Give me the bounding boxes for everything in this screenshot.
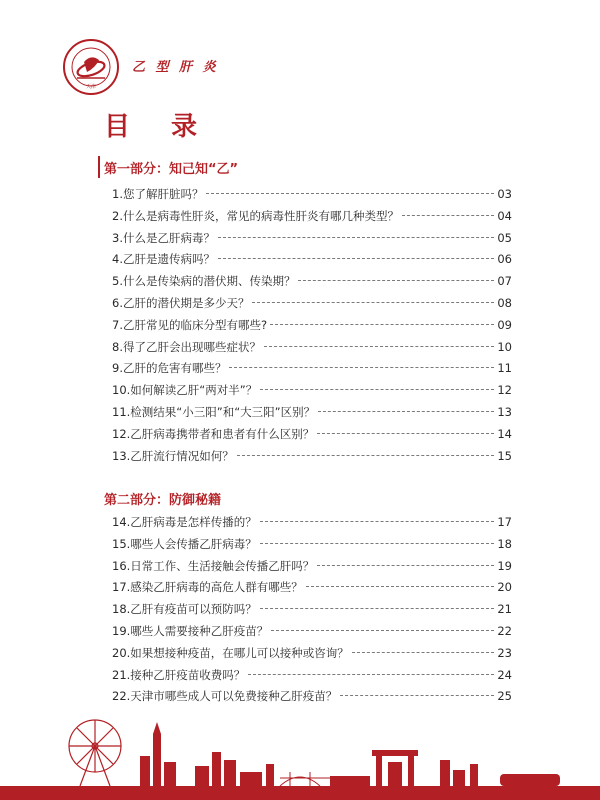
section-heading-2: 第二部分：防御秘籍 [104,493,222,508]
toc-leader-dots [218,237,494,238]
toc-entry-page: 06 [497,252,512,267]
toc-entry-label: 18.乙肝有疫苗可以预防吗？ [112,602,257,617]
toc-leader-dots [264,346,494,347]
toc-entry [112,556,512,578]
toc-list-part-2 [112,512,512,708]
toc-entry-label: 10.如何解读乙肝“两对半”？ [112,383,258,398]
toc-leader-dots [270,324,494,325]
toc-entry-label: 12.乙肝病毒携带者和患者有什么区别？ [112,426,315,441]
toc-leader-dots [318,411,494,412]
section-heading-1: 第一部分：知己知“乙” [104,162,239,177]
toc-entry [112,512,512,534]
toc-entry-label: 15.哪些人会传播乙肝病毒？ [112,536,257,551]
toc-leader-dots [260,543,495,544]
toc-leader-dots [352,652,495,653]
toc-entry [112,402,512,424]
toc-entry-page: 12 [497,383,512,398]
toc-leader-dots [260,389,494,390]
toc-leader-dots [271,630,494,631]
toc-entry [112,315,512,337]
toc-entry [112,665,512,687]
toc-entry-label: 8.得了乙肝会出现哪些症状？ [112,339,261,354]
cdc-logo-icon [62,38,120,96]
toc-entry-page: 03 [497,187,512,201]
toc-entry [112,249,512,271]
toc-leader-dots [306,586,495,587]
toc-leader-dots [317,565,494,566]
toc-leader-dots [260,608,495,609]
toc-entry-page: 10 [497,339,512,354]
toc-leader-dots [237,455,495,456]
toc-entry [112,599,512,621]
toc-entry [112,577,512,599]
toc-leader-dots [218,258,494,259]
toc-leader-dots [340,695,494,696]
toc-entry-page: 13 [497,404,512,419]
toc-entry-page: 17 [497,515,512,529]
toc-entry-label: 5.什么是传染病的潜伏期、传染期？ [112,274,296,289]
toc-leader-dots [260,521,495,522]
toc-entry-page: 04 [497,208,512,223]
toc-entry-page: 11 [497,361,512,376]
toc-entry-page: 14 [497,426,512,441]
toc-entry [112,228,512,250]
toc-entry-page: 18 [497,536,512,551]
toc-entry-label: 22.天津市哪些成人可以免费接种乙肝疫苗？ [112,689,338,704]
toc-entry-label: 20.如果想接种疫苗，在哪儿可以接种或咨询？ [112,645,349,660]
toc-leader-dots [229,367,494,368]
toc-entry-label: 4.乙肝是遗传病吗？ [112,252,215,267]
toc-entry [112,621,512,643]
toc-entry-page: 23 [497,645,512,660]
toc-entry [112,446,512,468]
toc-entry-label: 1.您了解肝脏吗？ [112,187,204,201]
toc-entry [112,424,512,446]
toc-entry [112,534,512,556]
section-marker [98,156,100,178]
toc-entry [112,271,512,293]
toc-entry-page: 22 [497,623,512,638]
toc-entry-label: 9.乙肝的危害有哪些？ [112,361,227,376]
toc-entry [112,643,512,665]
toc-entry-page: 25 [497,689,512,704]
toc-entry-page: 20 [497,580,512,595]
toc-leader-dots [317,433,494,434]
brand-title: 乙 型 肝 炎 [132,60,219,75]
toc-entry [112,337,512,359]
toc-entry-label: 14.乙肝病毒是怎样传播的？ [112,515,257,529]
toc-entry [112,358,512,380]
toc-entry [112,184,512,206]
toc-leader-dots [206,193,494,194]
toc-leader-dots [298,280,494,281]
toc-list-part-1 [112,184,512,467]
toc-entry-label: 13.乙肝流行情况如何？ [112,448,234,463]
toc-entry [112,293,512,315]
toc-entry [112,686,512,708]
toc-entry-label: 3.什么是乙肝病毒？ [112,230,215,245]
toc-entry-page: 15 [497,448,512,463]
toc-entry-page: 07 [497,274,512,289]
logo-sub-text: 天津 [85,84,97,90]
toc-entry-label: 21.接种乙肝疫苗收费吗？ [112,667,246,682]
toc-entry-label: 11.检测结果“小三阳”和“大三阳”区别？ [112,404,316,419]
toc-entry-label: 6.乙肝的潜伏期是多少天？ [112,295,250,310]
page-title: 目 录 [104,112,214,142]
toc-entry-page: 24 [497,667,512,682]
toc-entry-page: 19 [497,558,512,573]
toc-entry [112,380,512,402]
toc-entry-label: 19.哪些人需要接种乙肝疫苗？ [112,623,269,638]
toc-entry-label: 16.日常工作、生活接触会传播乙肝吗？ [112,558,315,573]
toc-leader-dots [402,215,494,216]
toc-entry-page: 21 [497,602,512,617]
toc-entry-label: 7.乙肝常见的临床分型有哪些? [112,317,268,332]
toc-entry-page: 08 [497,295,512,310]
toc-leader-dots [248,674,494,675]
toc-entry-label: 17.感染乙肝病毒的高危人群有哪些？ [112,580,303,595]
toc-entry-label: 2.什么是病毒性肝炎，常见的病毒性肝炎有哪几种类型？ [112,208,399,223]
city-skyline-icon [0,714,600,800]
toc-entry-page: 05 [497,230,512,245]
toc-entry-page: 09 [497,317,512,332]
toc-entry [112,206,512,228]
toc-leader-dots [252,302,494,303]
